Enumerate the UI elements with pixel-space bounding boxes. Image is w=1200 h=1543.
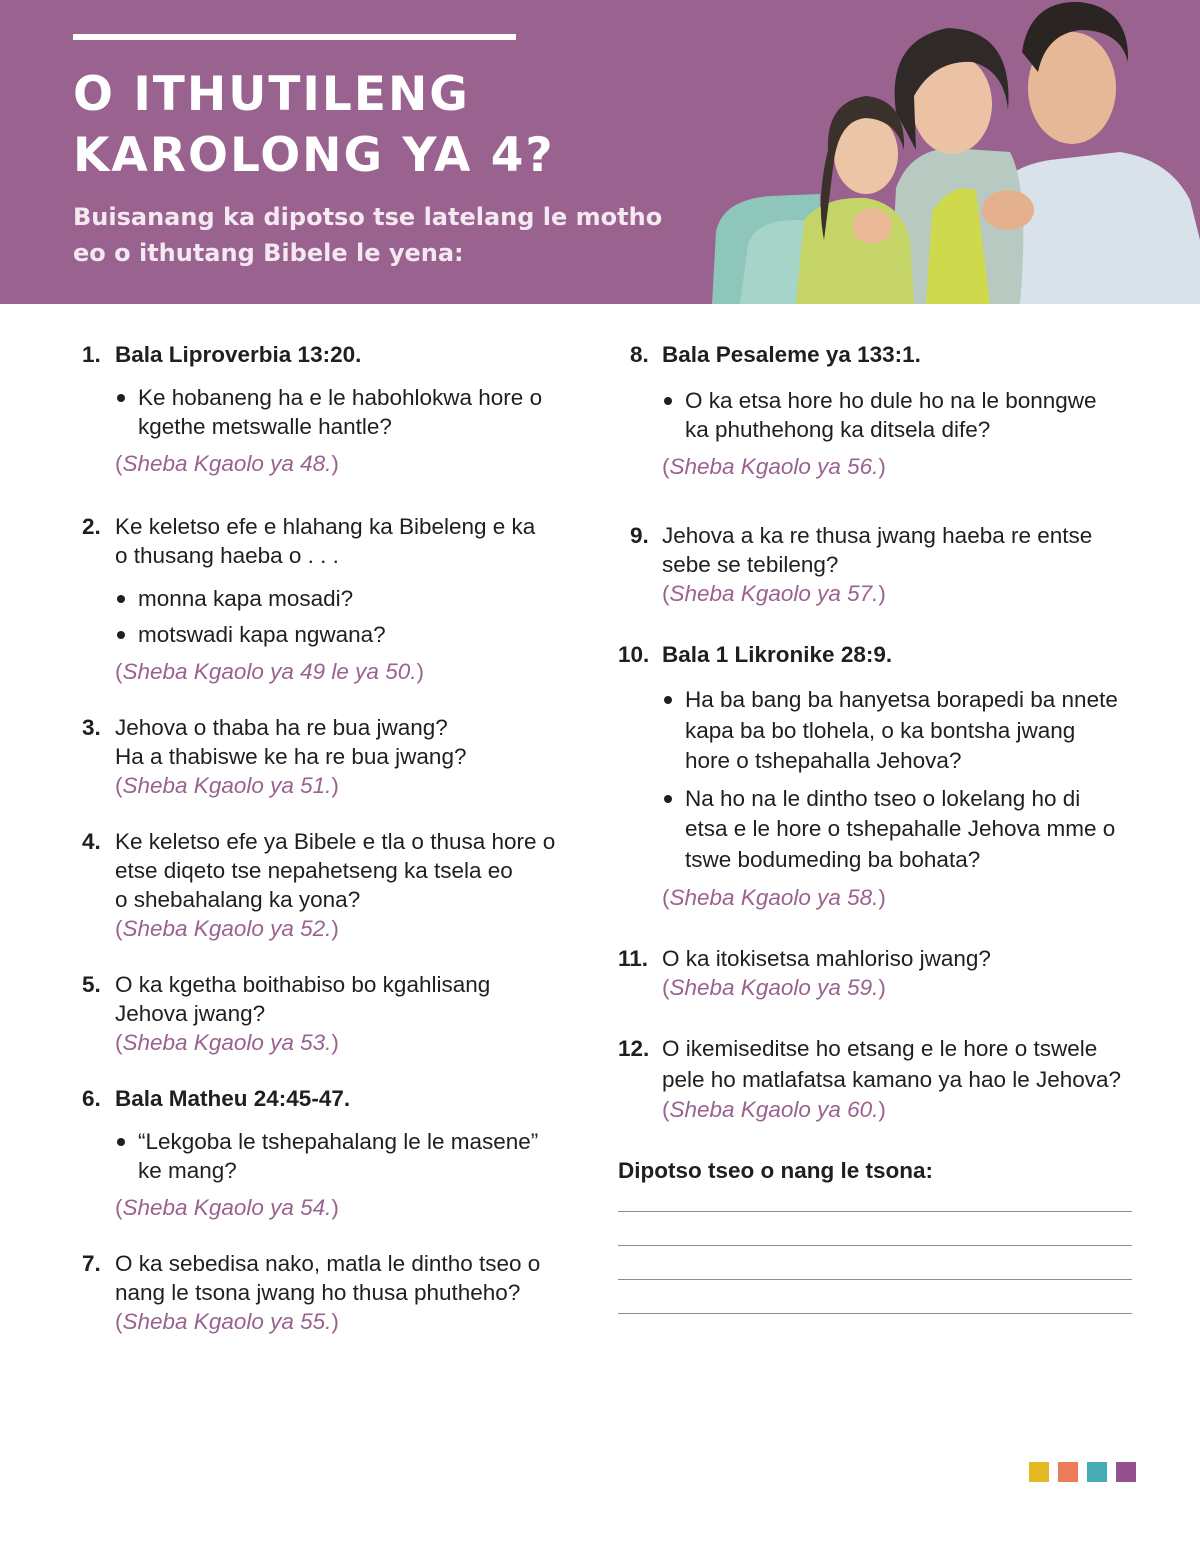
question-text: Ke keletso efe e hlahang ka Bibeleng e ka o thusang haeba o . . .	[115, 514, 536, 568]
question-text: O ka sebedisa nako, matla le dintho tseo o nang le tsona jwang ho thusa phutheho?	[115, 1251, 541, 1305]
question-number: 2.	[82, 514, 101, 539]
question-number: 10.	[618, 642, 650, 667]
question-6	[82, 1084, 582, 1222]
question-number: 7.	[82, 1251, 101, 1276]
question-text: Bala Matheu 24:45-47.	[115, 1086, 351, 1111]
bullet-item: Ha ba bang ba hanyetsa borapedi ba nnete kapa ba bo tlohela, o ka bontsha jwang hore o tshepahalla Jehova?	[662, 685, 1148, 777]
bullet-item: Na ho na le dintho tseo o lokelang ho di etsa e le hore o tshepahalle Jehova mme o tswe bodumeding ba bohata?	[662, 784, 1148, 876]
question-number: 12.	[618, 1036, 650, 1061]
question-text: Bala Liproverbia 13:20.	[115, 342, 362, 367]
page-subtitle: Buisanang ka dipotso tse latelang le motho eo o ithutang Bibele le yena:	[73, 203, 663, 267]
chapter-reference: (Sheba Kgaolo ya 51.)	[115, 773, 339, 798]
question-number: 3.	[82, 715, 101, 740]
question-number: 4.	[82, 829, 101, 854]
notes-heading: Dipotso tseo o nang le tsona:	[618, 1158, 934, 1183]
header-banner	[0, 0, 1200, 304]
color-squares	[1029, 1462, 1136, 1482]
chapter-reference: (Sheba Kgaolo ya 58.)	[662, 885, 886, 910]
chapter-reference: (Sheba Kgaolo ya 49 le ya 50.)	[115, 659, 424, 684]
header-rule	[73, 34, 516, 40]
answer-line[interactable]	[618, 1245, 1132, 1246]
page-title: O ITHUTILENG KAROLONG YA 4?	[73, 67, 555, 183]
question-1	[82, 340, 582, 478]
question-text: Jehova o thaba ha re bua jwang? Ha a thabiswe ke ha re bua jwang?	[115, 715, 467, 769]
answer-line[interactable]	[618, 1211, 1132, 1212]
question-text: Bala Pesaleme ya 133:1.	[662, 342, 921, 367]
family-praying-illustration	[700, 0, 1200, 304]
question-number: 8.	[630, 342, 649, 367]
question-number: 9.	[630, 523, 649, 548]
question-4	[82, 827, 582, 943]
yellow-square	[1029, 1462, 1049, 1482]
bullet-item: motswadi kapa ngwana?	[115, 620, 582, 649]
question-11	[618, 944, 1148, 1002]
question-12	[618, 1034, 1148, 1124]
chapter-reference: (Sheba Kgaolo ya 57.)	[662, 581, 886, 606]
question-5	[82, 970, 582, 1057]
questions-left-column	[82, 340, 582, 1336]
question-2	[82, 512, 582, 686]
chapter-reference: (Sheba Kgaolo ya 56.)	[662, 454, 886, 479]
question-7	[82, 1249, 582, 1336]
answer-line[interactable]	[618, 1313, 1132, 1314]
question-text: Ke keletso efe ya Bibele e tla o thusa hore o etse diqeto tse nepahetseng ka tsela eo o shebahalang ka yona?	[115, 829, 556, 912]
question-text: O ka itokisetsa mahloriso jwang?	[662, 946, 991, 971]
question-number: 6.	[82, 1086, 101, 1111]
chapter-reference: (Sheba Kgaolo ya 52.)	[115, 916, 339, 941]
questions-right-column	[618, 340, 1148, 1314]
chapter-reference: (Sheba Kgaolo ya 59.)	[662, 975, 886, 1000]
coral-square	[1058, 1462, 1078, 1482]
bullet-item: Ke hobaneng ha e le habohlokwa hore o kgethe metswalle hantle?	[115, 383, 582, 441]
question-text: Bala 1 Likronike 28:9.	[662, 642, 893, 667]
bullet-item: “Lekgoba le tshepahalang le le masene” ke mang?	[115, 1127, 582, 1185]
question-number: 1.	[82, 342, 101, 367]
chapter-reference: (Sheba Kgaolo ya 48.)	[115, 451, 339, 476]
question-3	[82, 713, 582, 800]
chapter-reference: (Sheba Kgaolo ya 53.)	[115, 1030, 339, 1055]
teal-square	[1087, 1462, 1107, 1482]
purple-square	[1116, 1462, 1136, 1482]
question-text: Jehova a ka re thusa jwang haeba re entse sebe se tebileng?	[662, 523, 1093, 577]
bullet-item: monna kapa mosadi?	[115, 584, 582, 613]
question-10	[618, 640, 1148, 912]
question-text: O ka kgetha boithabiso bo kgahlisang Jehova jwang?	[115, 972, 491, 1026]
chapter-reference: (Sheba Kgaolo ya 55.)	[115, 1309, 339, 1334]
chapter-reference: (Sheba Kgaolo ya 60.)	[662, 1097, 886, 1122]
question-number: 11.	[618, 946, 649, 971]
question-8	[618, 340, 1148, 481]
bullet-item: O ka etsa hore ho dule ho na le bonngwe ka phuthehong ka ditsela dife?	[662, 386, 1148, 444]
answer-line[interactable]	[618, 1279, 1132, 1280]
question-text: O ikemiseditse ho etsang e le hore o tswele pele ho matlafatsa kamano ya hao le Jehova?	[662, 1036, 1122, 1092]
question-9	[618, 521, 1148, 608]
question-number: 5.	[82, 972, 101, 997]
chapter-reference: (Sheba Kgaolo ya 54.)	[115, 1195, 339, 1220]
